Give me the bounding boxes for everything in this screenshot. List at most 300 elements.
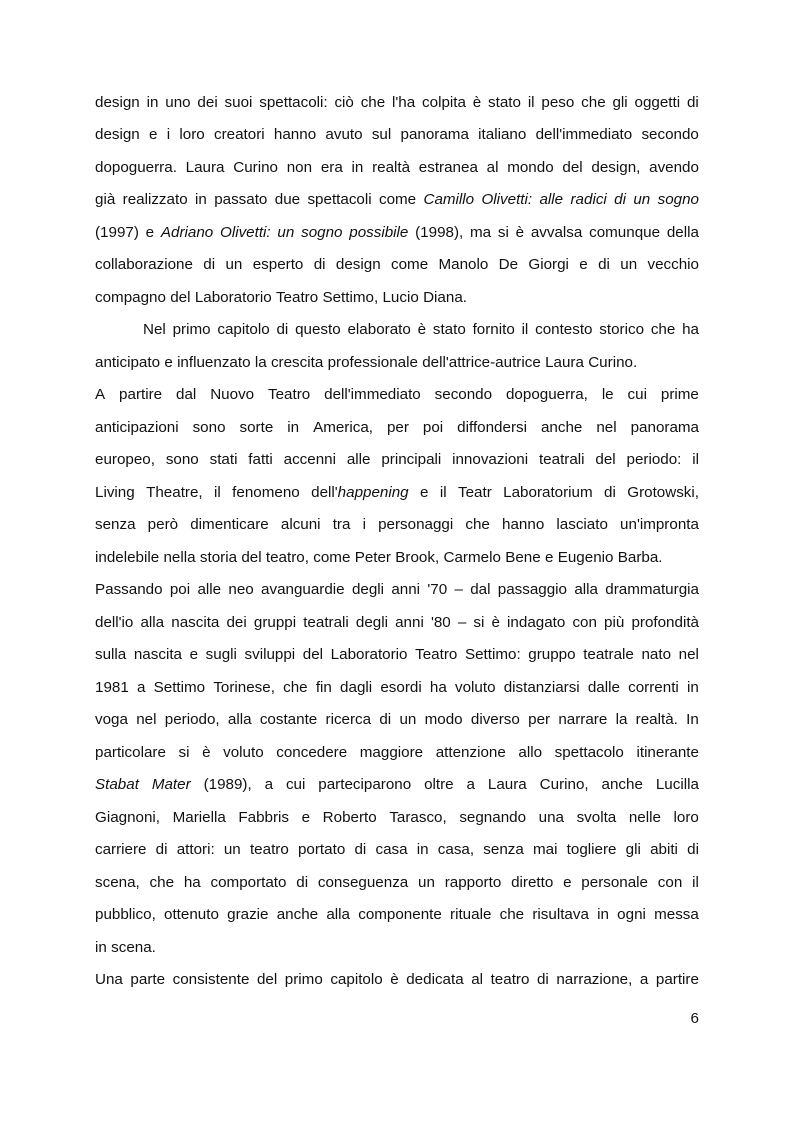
- word: nel: [136, 711, 157, 729]
- word: alla: [227, 711, 252, 729]
- word: dedicata: [406, 971, 464, 989]
- word: personale: [581, 873, 649, 891]
- word: suoi: [224, 93, 253, 111]
- word: Manolo: [438, 256, 489, 274]
- word: mai: [533, 841, 558, 859]
- word: peso: [541, 93, 575, 111]
- word: e: [563, 873, 572, 891]
- text-line: [95, 151, 699, 184]
- word: di: [536, 971, 549, 989]
- word: un: [225, 256, 243, 274]
- word: Lucio: [382, 288, 419, 306]
- word: portato: [297, 841, 346, 859]
- word: anticipato: [95, 353, 161, 371]
- word: è: [491, 613, 500, 631]
- word: vecchio: [647, 256, 699, 274]
- word: Olivetti:: [481, 191, 533, 209]
- word: Teatro: [268, 386, 311, 404]
- word: teatrali: [303, 613, 349, 631]
- word: Olivetti:: [220, 223, 271, 241]
- word: voluto: [454, 678, 496, 696]
- word: storia: [199, 548, 238, 566]
- word: Giorgi: [528, 256, 569, 274]
- word: svolta: [576, 808, 617, 826]
- word: di: [604, 483, 616, 501]
- word: italiano: [478, 126, 527, 144]
- word: Eugenio: [557, 548, 614, 566]
- text-line: [95, 769, 699, 802]
- word: Torinese,: [213, 678, 275, 696]
- text-line: [95, 184, 699, 217]
- word: Barba.: [617, 548, 663, 566]
- word: esordi: [380, 678, 422, 696]
- text-line: [95, 736, 699, 769]
- word: estranea: [418, 158, 478, 176]
- word: degli: [351, 581, 385, 599]
- word: periodo:: [626, 451, 682, 469]
- word: nel: [678, 646, 699, 664]
- word: profondità: [631, 613, 699, 631]
- word: Laboratorio: [330, 646, 408, 664]
- text-line: [95, 801, 699, 834]
- word: e: [544, 548, 554, 566]
- word: alcuni: [280, 516, 321, 534]
- text-line: [95, 834, 699, 867]
- word: anche: [540, 418, 583, 436]
- word: si: [497, 223, 509, 241]
- word: A: [95, 386, 106, 404]
- word: che: [360, 93, 386, 111]
- word: dagli: [340, 678, 373, 696]
- word: in: [146, 93, 159, 111]
- word: di: [598, 256, 610, 274]
- word: che: [499, 906, 525, 924]
- word: di: [203, 256, 216, 274]
- document-body: [95, 86, 699, 996]
- word: fenomeno: [232, 483, 300, 501]
- word: dopoguerra.: [95, 158, 177, 176]
- word: Una: [95, 971, 123, 989]
- word: al: [471, 971, 484, 989]
- text-line: [95, 509, 699, 542]
- word: il: [439, 483, 447, 501]
- word: di: [687, 841, 699, 859]
- word: primo: [172, 321, 211, 339]
- word: togliere: [566, 841, 617, 859]
- word: nella: [163, 548, 196, 566]
- word: la: [615, 711, 628, 729]
- word: compagno: [95, 288, 166, 306]
- word: loro: [179, 126, 205, 144]
- word: è: [515, 223, 525, 241]
- word: teatro: [490, 971, 530, 989]
- word: collaborazione: [95, 256, 193, 274]
- word: dell'immediato: [535, 126, 633, 144]
- word: Settimo: [153, 678, 206, 696]
- word: è: [417, 321, 427, 339]
- word: realtà.: [635, 711, 678, 729]
- word: un: [277, 223, 295, 241]
- word: di: [313, 256, 326, 274]
- word: anni: [391, 581, 421, 599]
- word: spettacolo: [554, 743, 624, 761]
- word: e: [149, 126, 158, 144]
- word: personaggi: [378, 516, 454, 534]
- word: di: [354, 841, 367, 859]
- word: partire: [119, 386, 163, 404]
- word: Tarasco,: [389, 808, 447, 826]
- word: era: [320, 158, 343, 176]
- word: in: [686, 678, 699, 696]
- word: diffondersi: [457, 418, 527, 436]
- word: sogno: [657, 191, 699, 209]
- word: si: [473, 613, 485, 631]
- word: scena.: [111, 938, 156, 956]
- word: per: [386, 418, 409, 436]
- word: anticipazioni: [95, 418, 179, 436]
- text-line: [95, 249, 699, 282]
- word: fornito: [472, 321, 515, 339]
- word: è: [472, 93, 482, 111]
- word: panorama: [630, 418, 699, 436]
- word: Laboratorio: [194, 288, 272, 306]
- word: del: [256, 971, 278, 989]
- word: stato: [432, 321, 466, 339]
- word: questo: [295, 321, 341, 339]
- word: teatrali: [538, 451, 585, 469]
- word: Stabat: [95, 776, 139, 794]
- word: casa,: [437, 841, 475, 859]
- word: esperto: [252, 256, 304, 274]
- word: 1981: [95, 678, 129, 696]
- text-line: [95, 671, 699, 704]
- word: –: [454, 581, 463, 599]
- word: e: [164, 353, 173, 371]
- word: ricerca: [325, 711, 372, 729]
- word: in: [597, 906, 609, 924]
- word: un: [418, 873, 435, 891]
- word: l'ha: [392, 93, 416, 111]
- word: nelle: [628, 808, 661, 826]
- word: degli: [355, 613, 388, 631]
- word: modo: [424, 711, 463, 729]
- word: un: [399, 711, 417, 729]
- word: sorte: [239, 418, 274, 436]
- word: indelebile: [95, 548, 160, 566]
- word: secondo: [641, 126, 699, 144]
- word: prime: [660, 386, 699, 404]
- word: nascita: [171, 613, 220, 631]
- word: alle: [346, 451, 371, 469]
- word: del: [302, 646, 324, 664]
- word: –: [457, 613, 467, 631]
- word: del: [241, 548, 262, 566]
- word: America,: [313, 418, 373, 436]
- word: abiti: [650, 841, 678, 859]
- text-line: [95, 119, 699, 152]
- word: si: [178, 743, 190, 761]
- word: un: [223, 841, 241, 859]
- word: di: [155, 841, 168, 859]
- word: alla: [140, 613, 165, 631]
- word: anni: [395, 613, 424, 631]
- word: panorama: [400, 126, 469, 144]
- word: sulla: [95, 646, 127, 664]
- word: e: [301, 808, 311, 826]
- word: del: [562, 158, 583, 176]
- word: ha: [682, 321, 699, 339]
- word: come: [391, 256, 429, 274]
- word: fatti: [248, 451, 273, 469]
- word: dell'io: [95, 613, 134, 631]
- word: risultava: [532, 906, 589, 924]
- word: dal: [470, 581, 491, 599]
- word: Curino,: [539, 776, 589, 794]
- word: del: [170, 288, 191, 306]
- word: Mariella: [172, 808, 226, 826]
- word: di: [686, 93, 699, 111]
- word: dei: [226, 613, 247, 631]
- word: loro: [673, 808, 699, 826]
- word: narrare: [558, 711, 608, 729]
- word: che: [581, 93, 606, 111]
- word: un: [620, 256, 638, 274]
- word: sul: [371, 126, 392, 144]
- word: itinerante: [636, 743, 699, 761]
- word: dopoguerra,: [505, 386, 588, 404]
- word: realizzato: [122, 191, 188, 209]
- word: nato: [641, 646, 672, 664]
- word: spettacoli: [307, 191, 372, 209]
- word: il: [521, 321, 529, 339]
- word: avuto: [325, 126, 363, 144]
- word: professionale: [327, 353, 418, 371]
- word: dalle: [587, 678, 620, 696]
- word: casa: [375, 841, 408, 859]
- word: come: [313, 548, 351, 566]
- word: ciò: [334, 93, 354, 111]
- word: capitolo: [330, 971, 383, 989]
- word: narrazione,: [556, 971, 633, 989]
- text-line: [95, 541, 699, 574]
- word: voga: [95, 711, 128, 729]
- word: più: [604, 613, 625, 631]
- word: scena,: [95, 873, 140, 891]
- word: un'impronta: [620, 516, 699, 534]
- word: della: [666, 223, 699, 241]
- word: Lucilla: [655, 776, 699, 794]
- word: storico: [599, 321, 645, 339]
- word: che: [149, 873, 175, 891]
- word: in: [195, 191, 207, 209]
- word: segnando: [459, 808, 527, 826]
- word: dal: [176, 386, 197, 404]
- word: accenni: [283, 451, 336, 469]
- word: mondo: [507, 158, 554, 176]
- word: il: [527, 93, 535, 111]
- word: pubblico,: [95, 906, 156, 924]
- word: dell'happening: [311, 483, 409, 501]
- word: radici: [570, 191, 607, 209]
- word: Carmelo: [443, 548, 501, 566]
- word: ha: [183, 873, 201, 891]
- word: Bene: [505, 548, 541, 566]
- word: cui: [627, 386, 647, 404]
- word: rituale: [450, 906, 492, 924]
- word: Grotowski,: [627, 483, 699, 501]
- text-line: [95, 606, 699, 639]
- word: in: [287, 418, 300, 436]
- word: attori:: [176, 841, 215, 859]
- word: però: [147, 516, 179, 534]
- word: che: [650, 321, 676, 339]
- word: stati: [209, 451, 238, 469]
- word: Fabbris: [238, 808, 290, 826]
- word: i: [362, 516, 366, 534]
- word: gruppi: [253, 613, 297, 631]
- word: sviluppi: [244, 646, 296, 664]
- word: Laboratorium: [503, 483, 593, 501]
- word: parte: [130, 971, 166, 989]
- word: di: [379, 711, 392, 729]
- word: oggetti: [634, 93, 681, 111]
- word: sugli: [205, 646, 237, 664]
- word: in: [416, 841, 429, 859]
- word: Curino: [233, 158, 278, 176]
- word: Teatr: [458, 483, 492, 501]
- word: dell'immediato: [324, 386, 421, 404]
- word: passaggio: [497, 581, 568, 599]
- word: correnti: [628, 678, 679, 696]
- word: a: [264, 776, 274, 794]
- word: hanno: [273, 126, 317, 144]
- word: realtà: [372, 158, 411, 176]
- word: (1997): [95, 223, 139, 241]
- word: il: [692, 873, 699, 891]
- word: a: [466, 776, 475, 794]
- text-lines: [95, 86, 699, 996]
- word: rapporto: [444, 873, 502, 891]
- word: Theatre,: [146, 483, 203, 501]
- word: nel: [596, 418, 617, 436]
- word: '80: [430, 613, 451, 631]
- word: Teatro: [275, 288, 319, 306]
- word: con: [657, 873, 683, 891]
- word: alle: [539, 191, 564, 209]
- word: gli: [612, 93, 628, 111]
- word: influenzato: [177, 353, 251, 371]
- word: fin: [315, 678, 332, 696]
- word: voluto: [223, 743, 264, 761]
- word: anche: [601, 776, 643, 794]
- word: Nuovo: [210, 386, 255, 404]
- word: Settimo:: [464, 646, 521, 664]
- word: alle: [197, 581, 222, 599]
- word: dei: [197, 93, 218, 111]
- word: possibile: [349, 223, 409, 241]
- word: alla: [326, 906, 350, 924]
- word: ottenuto: [164, 906, 219, 924]
- word: Peter: [354, 548, 391, 566]
- word: di: [614, 191, 626, 209]
- text-line: [95, 346, 699, 379]
- text-line: [95, 281, 699, 314]
- word: costante: [259, 711, 318, 729]
- word: Laura: [185, 158, 225, 176]
- word: design: [95, 93, 140, 111]
- word: innovazioni: [452, 451, 529, 469]
- word: componente: [358, 906, 442, 924]
- word: Diana.: [423, 288, 467, 306]
- word: capitolo: [217, 321, 270, 339]
- word: teatro: [249, 841, 289, 859]
- word: principali: [381, 451, 442, 469]
- word: Roberto: [322, 808, 377, 826]
- word: oltre: [424, 776, 454, 794]
- word: sono: [165, 451, 199, 469]
- word: già: [95, 191, 116, 209]
- word: a: [639, 971, 649, 989]
- word: Nel: [143, 321, 166, 339]
- word: in: [95, 938, 107, 956]
- word: ma: [470, 223, 492, 241]
- word: teatro,: [265, 548, 309, 566]
- word: Brook,: [395, 548, 440, 566]
- word: primo: [284, 971, 323, 989]
- word: i: [166, 126, 171, 144]
- word: il: [692, 451, 699, 469]
- word: che: [283, 678, 308, 696]
- word: comportato: [210, 873, 287, 891]
- word: per: [528, 711, 551, 729]
- word: In: [686, 711, 699, 729]
- word: teatrale: [583, 646, 634, 664]
- word: lasciato: [556, 516, 608, 534]
- word: Giagnoni,: [95, 808, 161, 826]
- word: crescita: [270, 353, 324, 371]
- word: drammaturgia: [605, 581, 699, 599]
- word: alla: [574, 581, 598, 599]
- word: avvalsa: [530, 223, 583, 241]
- word: nascita: [133, 646, 182, 664]
- word: allo: [518, 743, 543, 761]
- word: è: [390, 971, 399, 989]
- text-line: [95, 314, 699, 347]
- word: una: [538, 808, 564, 826]
- word: sono: [192, 418, 226, 436]
- word: contesto: [535, 321, 593, 339]
- word: dimenticare: [190, 516, 269, 534]
- text-line: [95, 476, 699, 509]
- text-line: [95, 411, 699, 444]
- word: dell'attrice-autrice: [422, 353, 541, 371]
- word: Curino.: [588, 353, 638, 371]
- word: di: [296, 873, 309, 891]
- text-line: [95, 379, 699, 412]
- text-line: [95, 704, 699, 737]
- text-line: [95, 574, 699, 607]
- word: poi: [422, 418, 444, 436]
- word: la: [254, 353, 267, 371]
- word: le: [601, 386, 614, 404]
- word: Laura: [545, 353, 584, 371]
- word: hanno: [502, 516, 545, 534]
- word: Adriano: [160, 223, 214, 241]
- word: e: [189, 646, 199, 664]
- word: diretto: [511, 873, 554, 891]
- word: stato: [488, 93, 521, 111]
- word: due: [274, 191, 301, 209]
